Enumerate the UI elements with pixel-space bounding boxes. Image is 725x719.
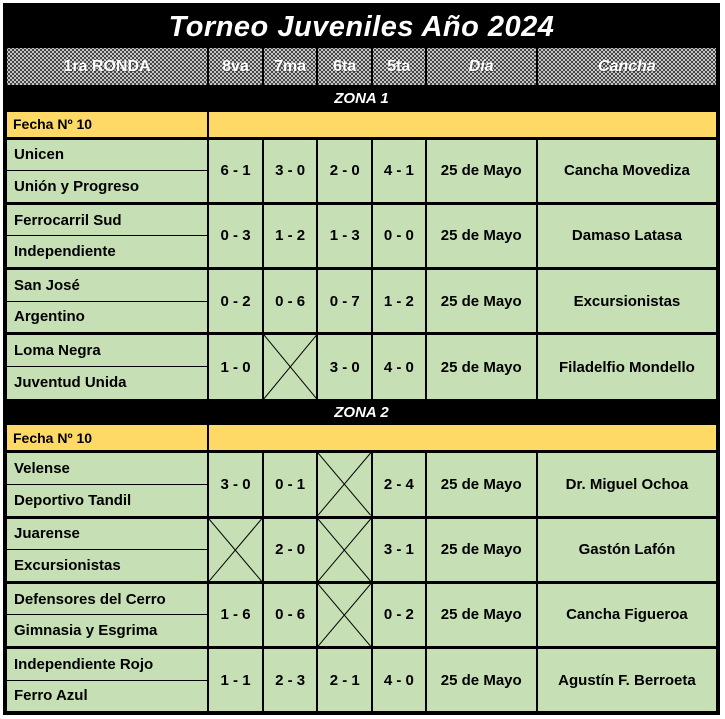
score-cell: 2 - 4 [372, 452, 426, 517]
team-away-cell: Deportivo Tandil [5, 484, 208, 517]
crossed-score-cell [317, 517, 372, 582]
tournament-table [3, 3, 720, 715]
score-cell: 1 - 1 [208, 648, 263, 713]
match-row-top [5, 582, 718, 615]
column-header-row [5, 48, 718, 85]
cancha-cell: Gastón Lafón [537, 517, 718, 582]
dia-cell: 25 de Mayo [426, 648, 537, 713]
crossed-score-cell [317, 452, 372, 517]
match-row-top [5, 203, 718, 236]
dia-cell: 25 de Mayo [426, 452, 537, 517]
score-cell: 2 - 0 [317, 138, 372, 203]
score-cell: 1 - 0 [208, 334, 263, 399]
table-body [5, 85, 718, 713]
crossed-score-cell [208, 517, 263, 582]
score-cell: 0 - 3 [208, 203, 263, 268]
score-cell: 1 - 2 [263, 203, 318, 268]
title-row [5, 5, 718, 48]
cancha-cell: Damaso Latasa [537, 203, 718, 268]
team-away-cell: Unión y Progreso [5, 171, 208, 204]
fecha-filler-cell [208, 425, 718, 452]
team-away-cell: Ferro Azul [5, 680, 208, 713]
cross-icon [209, 519, 262, 581]
team-home-cell: Velense [5, 452, 208, 485]
score-cell: 4 - 1 [372, 138, 426, 203]
col-header-cancha: Cancha [537, 48, 718, 85]
score-cell: 2 - 1 [317, 648, 372, 713]
team-away-cell: Excursionistas [5, 550, 208, 583]
score-cell: 1 - 3 [317, 203, 372, 268]
match-row-top [5, 452, 718, 485]
score-cell: 0 - 0 [372, 203, 426, 268]
zone-bar-row [5, 399, 718, 426]
col-header-8va: 8va [208, 48, 263, 85]
cancha-cell: Dr. Miguel Ochoa [537, 452, 718, 517]
cancha-cell: Filadelfio Mondello [537, 334, 718, 399]
cross-icon [318, 453, 371, 515]
crossed-score-cell [263, 334, 318, 399]
cross-icon [264, 335, 317, 399]
team-home-cell: Defensores del Cerro [5, 582, 208, 615]
cross-icon [318, 584, 371, 646]
col-header-6ta: 6ta [317, 48, 372, 85]
team-home-cell: Loma Negra [5, 334, 208, 367]
dia-cell: 25 de Mayo [426, 582, 537, 647]
score-cell: 0 - 6 [263, 268, 318, 333]
fecha-row [5, 112, 718, 139]
team-away-cell: Gimnasia y Esgrima [5, 615, 208, 648]
score-cell: 3 - 0 [317, 334, 372, 399]
score-cell: 0 - 6 [263, 582, 318, 647]
match-row-top [5, 648, 718, 681]
score-cell: 4 - 0 [372, 648, 426, 713]
score-cell: 3 - 1 [372, 517, 426, 582]
dia-cell: 25 de Mayo [426, 203, 537, 268]
zone-title: ZONA 2 [5, 399, 718, 426]
fecha-label-cell: Fecha Nº 10 [5, 112, 208, 139]
score-cell: 6 - 1 [208, 138, 263, 203]
cancha-cell: Excursionistas [537, 268, 718, 333]
score-cell: 0 - 2 [372, 582, 426, 647]
cancha-cell: Cancha Figueroa [537, 582, 718, 647]
team-home-cell: Unicen [5, 138, 208, 171]
crossed-score-cell [317, 582, 372, 647]
cancha-cell: Agustín F. Berroeta [537, 648, 718, 713]
team-home-cell: San José [5, 268, 208, 301]
cancha-cell: Cancha Movediza [537, 138, 718, 203]
team-home-cell: Juarense [5, 517, 208, 550]
dia-cell: 25 de Mayo [426, 268, 537, 333]
score-cell: 0 - 7 [317, 268, 372, 333]
score-cell: 4 - 0 [372, 334, 426, 399]
score-cell: 3 - 0 [208, 452, 263, 517]
match-row-top [5, 268, 718, 301]
fecha-row [5, 425, 718, 452]
fecha-label-cell: Fecha Nº 10 [5, 425, 208, 452]
score-cell: 2 - 3 [263, 648, 318, 713]
team-away-cell: Independiente [5, 236, 208, 269]
page-title: Torneo Juveniles Año 2024 [5, 5, 718, 48]
match-row-top [5, 138, 718, 171]
score-cell: 3 - 0 [263, 138, 318, 203]
fecha-filler-cell [208, 112, 718, 139]
dia-cell: 25 de Mayo [426, 517, 537, 582]
col-header-5ta: 5ta [372, 48, 426, 85]
team-home-cell: Independiente Rojo [5, 648, 208, 681]
team-away-cell: Argentino [5, 301, 208, 334]
score-cell: 0 - 2 [208, 268, 263, 333]
team-home-cell: Ferrocarril Sud [5, 203, 208, 236]
score-cell: 0 - 1 [263, 452, 318, 517]
dia-cell: 25 de Mayo [426, 138, 537, 203]
col-header-round: 1ra RONDA [5, 48, 208, 85]
col-header-dia: Día [426, 48, 537, 85]
zone-title: ZONA 1 [5, 85, 718, 112]
dia-cell: 25 de Mayo [426, 334, 537, 399]
score-cell: 2 - 0 [263, 517, 318, 582]
col-header-7ma: 7ma [263, 48, 318, 85]
cross-icon [318, 519, 371, 581]
zone-bar-row [5, 85, 718, 112]
match-row-top [5, 517, 718, 550]
match-row-top [5, 334, 718, 367]
team-away-cell: Juventud Unida [5, 366, 208, 399]
score-cell: 1 - 6 [208, 582, 263, 647]
score-cell: 1 - 2 [372, 268, 426, 333]
